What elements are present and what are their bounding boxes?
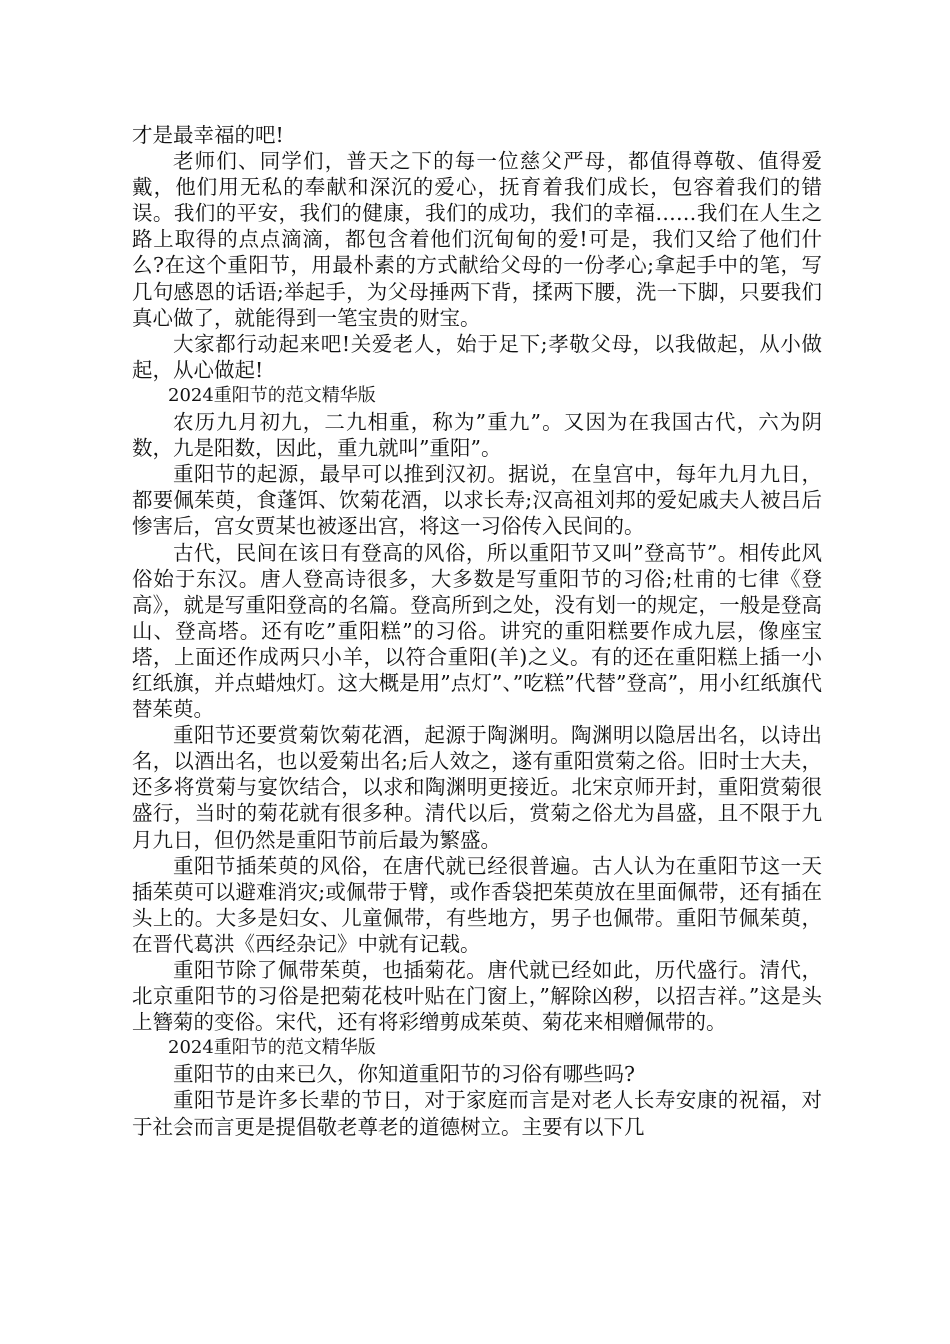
paragraph: 重阳节插茱萸的风俗，在唐代就已经很普遍。古人认为在重阳节这一天插茱萸可以避难消灾;或佩带于臂，或作香袋把茱萸放在里面佩带，还有插在头上的。大多是妇女、儿童佩带，有些地方，男子也佩带。重阳节佩茱萸，在晋代葛洪《西经杂记》中就有记载。 [132,853,822,956]
section-heading: 2024重阳节的范文精华版 [168,384,376,406]
paragraph: 重阳节是许多长辈的节日，对于家庭而言是对老人长寿安康的祝福，对于社会而言更是提倡敬老尊老的道德树立。主要有以下几 [132,1088,822,1139]
paragraph: 重阳节的起源，最早可以推到汉初。据说，在皇宫中，每年九月九日，都要佩茱萸，食蓬饵、饮菊花酒，以求长寿;汉高祖刘邦的爱妃戚夫人被吕后惨害后，宫女贾某也被逐出宫，将这一习俗传入民间的。 [132,462,822,539]
section-heading: 2024重阳节的范文精华版 [168,1037,376,1059]
document-body [132,122,822,1140]
paragraph: 古代，民间在该日有登高的风俗，所以重阳节又叫”登高节”。相传此风俗始于东汉。唐人登高诗很多，大多数是写重阳节的习俗;杜甫的七律《登高》，就是写重阳登高的名篇。登高所到之处，没有划一的规定，一般是登高山、登高塔。还有吃”重阳糕”的习俗。讲究的重阳糕要作成九层，像座宝塔，上面还作成两只小羊，以符合重阳(羊)之义。有的还在重阳糕上插一小红纸旗，并点蜡烛灯。这大概是用”点灯”、”吃糕”代替”登高”，用小红纸旗代替茱萸。 [132,540,822,722]
paragraph: 老师们、同学们，普天之下的每一位慈父严母，都值得尊敬、值得爱戴，他们用无私的奉献和深沉的爱心，抚育着我们成长，包容着我们的错误。我们的平安，我们的健康，我们的成功，我们的幸福……我们在人生之路上取得的点点滴滴，都包含着他们沉甸甸的爱!可是，我们又给了他们什么?在这个重阳节，用最朴素的方式献给父母的一份孝心;拿起手中的笔，写几句感恩的话语;举起手，为父母捶两下背，揉两下腰，洗一下脚，只要我们真心做了，就能得到一笔宝贵的财宝。 [132,149,822,330]
paragraph: 重阳节的由来已久，你知道重阳节的习俗有哪些吗? [173,1062,635,1087]
paragraph: 大家都行动起来吧!关爱老人，始于足下;孝敬父母，以我做起，从小做起，从心做起! [132,331,822,382]
paragraph: 重阳节还要赏菊饮菊花酒，起源于陶渊明。陶渊明以隐居出名，以诗出名，以酒出名，也以爱菊出名;后人效之，遂有重阳赏菊之俗。旧时士大夫，还多将赏菊与宴饮结合，以求和陶渊明更接近。北宋京师开封，重阳赏菊很盛行，当时的菊花就有很多种。清代以后，赏菊之俗尤为昌盛，且不限于九月九日，但仍然是重阳节前后最为繁盛。 [132,723,822,852]
paragraph: 农历九月初九，二九相重，称为”重九”。又因为在我国古代，六为阴数，九是阳数，因此，重九就叫”重阳”。 [132,410,822,461]
paragraph: 才是最幸福的吧! [132,123,284,147]
paragraph: 重阳节除了佩带茱萸，也插菊花。唐代就已经如此，历代盛行。清代，北京重阳节的习俗是把菊花枝叶贴在门窗上，”解除凶秽，以招吉祥。”这是头上簪菊的变俗。宋代，还有将彩缯剪成茱萸、菊花来相赠佩带的。 [132,958,822,1035]
